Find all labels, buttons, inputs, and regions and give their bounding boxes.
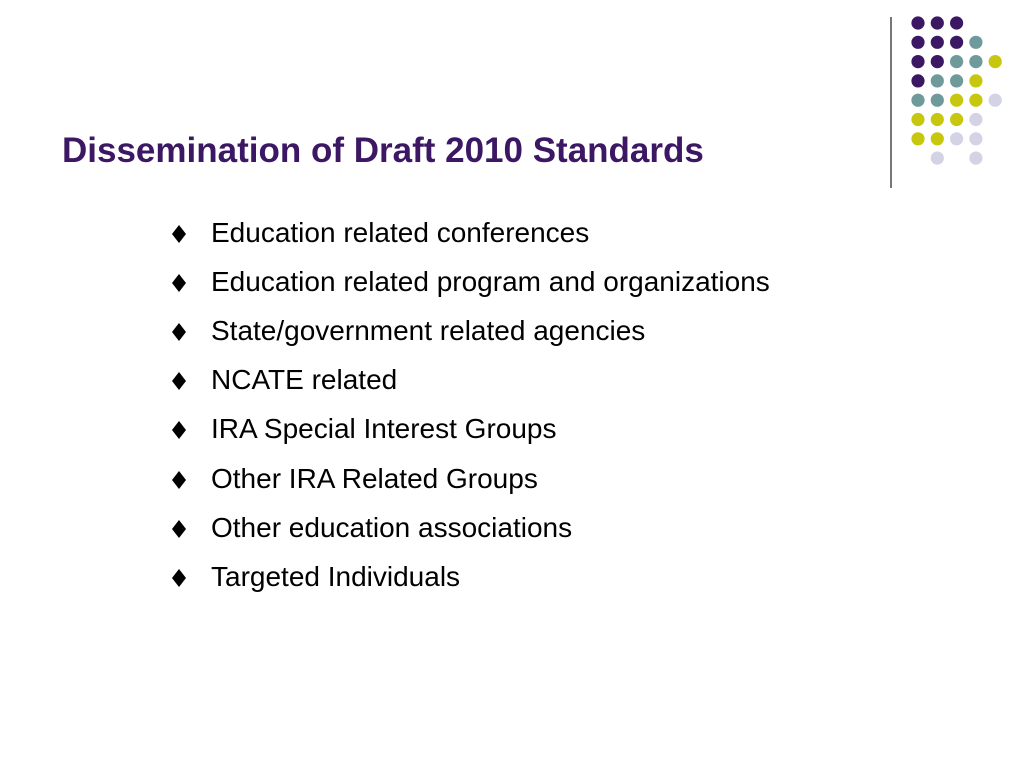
decorative-dot: [969, 113, 982, 126]
decorative-dot: [931, 152, 944, 165]
decorative-dot: [931, 94, 944, 107]
decorative-dot: [950, 36, 963, 49]
bullet-item: [172, 552, 770, 601]
bullet-item: [172, 405, 770, 454]
decorative-dot: [989, 94, 1002, 107]
decorative-dot: [931, 113, 944, 126]
decorative-dot: [931, 74, 944, 87]
decorative-dot: [950, 16, 963, 29]
decorative-dot: [911, 55, 924, 68]
decorative-dot: [969, 55, 982, 68]
diamond-bullet-icon: [172, 471, 186, 489]
bullet-item: [172, 257, 770, 306]
diamond-bullet-icon: [172, 323, 186, 341]
diamond-bullet-icon: [172, 274, 186, 292]
bullet-item: [172, 503, 770, 552]
decorative-dot: [969, 94, 982, 107]
bullet-item: [172, 356, 770, 405]
bullet-item: [172, 208, 770, 257]
decorative-dot: [950, 74, 963, 87]
bullet-text: Other IRA Related Groups: [211, 462, 538, 494]
decorative-dot: [911, 16, 924, 29]
decorative-dot: [931, 132, 944, 145]
decorative-dot: [969, 152, 982, 165]
bullet-text: Education related conferences: [211, 216, 590, 248]
diamond-bullet-icon: [172, 520, 186, 538]
decorative-dot: [931, 16, 944, 29]
decorative-dot: [950, 94, 963, 107]
decorative-dot: [911, 36, 924, 49]
bullet-text: State/government related agencies: [211, 314, 646, 346]
bullet-text: IRA Special Interest Groups: [211, 413, 557, 445]
bullet-text: Other education associations: [211, 511, 573, 543]
bullet-text: Education related program and organizations: [211, 265, 770, 297]
slide-title: Dissemination of Draft 2010 Standards: [62, 131, 704, 170]
decorative-dot: [931, 55, 944, 68]
decorative-dot: [969, 132, 982, 145]
decorative-dot: [911, 94, 924, 107]
diamond-bullet-icon: [172, 372, 186, 390]
bullet-text: NCATE related: [211, 364, 398, 396]
decorative-dot: [950, 132, 963, 145]
diamond-bullet-icon: [172, 225, 186, 243]
diamond-bullet-icon: [172, 421, 186, 439]
bullet-list: [172, 208, 770, 602]
decorative-dot: [950, 113, 963, 126]
decorative-dot: [969, 36, 982, 49]
bullet-item: [172, 306, 770, 355]
decorative-dot: [911, 113, 924, 126]
diamond-bullet-icon: [172, 569, 186, 587]
decorative-dot: [911, 132, 924, 145]
bullet-item: [172, 454, 770, 503]
bullet-text: Targeted Individuals: [211, 560, 461, 592]
decorative-dot: [989, 55, 1002, 68]
decorative-dot: [911, 74, 924, 87]
decorative-dot: [931, 36, 944, 49]
decorative-dot: [950, 55, 963, 68]
decorative-dot: [969, 74, 982, 87]
